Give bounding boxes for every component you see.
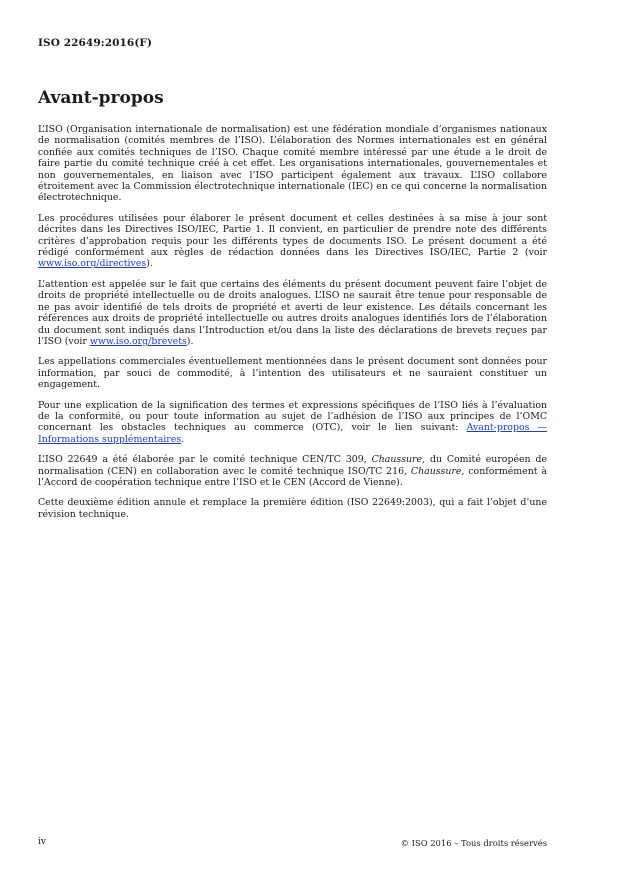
foreword-body	[38, 124, 547, 529]
paragraph-text: ).	[146, 258, 153, 270]
paragraph-text: L’ISO 22649 a été élaborée par le comité technique CEN/TC 309,	[38, 454, 372, 466]
paragraph-text: ).	[186, 335, 194, 347]
paragraph-text: Cette deuxième édition annule et remplace la première édition (ISO 22649:2003), qui a fait l’objet d’une révision technique.	[38, 497, 547, 520]
paragraph-conformity	[38, 400, 547, 446]
patents-link[interactable]: www.iso.org/brevets	[89, 335, 187, 347]
paragraph-text: , conformément à l’Accord de coopération technique entre l’ISO et le CEN (Accord de Vienne).	[38, 465, 547, 488]
paragraph-text: L’attention est appelée sur le fait que certains des éléments du présent document peuvent faire l’objet de droits de propriété intellectuelle ou de droits analogues. L’ISO ne saurait être tenue pour responsable de ne pas avoir identifié de tels droits de propriété et averti de leur existence. Les détails concernant les références aux droits de propriété intellectuelle ou autres droits analogues identifiés lors de l’élaboration du document sont indiqués dans l’Introduction et/ou dans la liste des déclarations de brevets reçues par l’ISO (voir	[38, 278, 547, 347]
paragraph-procedures	[38, 213, 547, 270]
paragraph-committee	[38, 454, 547, 488]
document-id: ISO 22649:2016(F)	[38, 37, 153, 49]
committee-name-italic: Chaussure	[410, 465, 462, 477]
paragraph-edition	[38, 497, 547, 520]
paragraph-text: L’ISO (Organisation internationale de normalisation) est une fédération mondiale d’organismes nationaux de normalisation (comités membres de l’ISO). L’élaboration des Normes internationales est en général confiée aux comités techniques de l’ISO. Chaque comité membre intéressé par une étude a le droit de faire partie du comité technique créé à cet effet. Les organisations internationales, gouvernementales et non gouvernementales, en liaison avec l’ISO participent également aux travaux. L’ISO collabore étroitement avec la Commission électrotechnique internationale (IEC) en ce qui concerne la normalisation électrotechnique.	[38, 124, 547, 204]
paragraph-text: Les appellations commerciales éventuellement mentionnées dans le présent document sont données pour information, par souci de commodité, à l’intention des utilisateurs et ne sauraient constituer un engagement.	[38, 356, 547, 391]
paragraph-trade-names	[38, 356, 547, 390]
paragraph-text: Les procédures utilisées pour élaborer le présent document et celles destinées à sa mise à jour sont décrites dans les Directives ISO/IEC, Partie 1. Il convient, en particulier de prendre note des différents critères d’approbation requis pour les différents types de documents ISO. Le présent document a été rédigé conformément aux règles de rédaction données dans les Directives ISO/IEC, Partie 2 (voir	[38, 212, 547, 259]
paragraph-text: Pour une explication de la signification des termes et expressions spécifiques de l’ISO liés à l’évaluation de la conformité, ou pour toute information au sujet de l’adhésion de l’ISO aux principes de l’OMC concernant les obstacles techniques au commerce (OTC), voir le lien suivant:	[38, 399, 547, 434]
page-title: Avant-propos	[38, 88, 164, 108]
directives-link[interactable]: www.iso.org/directives	[38, 258, 147, 270]
supplementary-info-link[interactable]: Avant-propos — Informations supplémentaires	[38, 422, 547, 445]
document-page	[38, 0, 547, 876]
page-number: iv	[38, 837, 46, 847]
committee-name-italic: Chaussure	[371, 454, 423, 466]
paragraph-iso-organisation	[38, 124, 547, 204]
copyright-notice: © ISO 2016 – Tous droits réservés	[400, 838, 547, 848]
paragraph-text: , du Comité européen de normalisation (CEN) en collaboration avec le comité technique ISO/TC 216,	[38, 454, 547, 477]
paragraph-text: .	[181, 433, 185, 445]
paragraph-patent-rights	[38, 279, 547, 347]
